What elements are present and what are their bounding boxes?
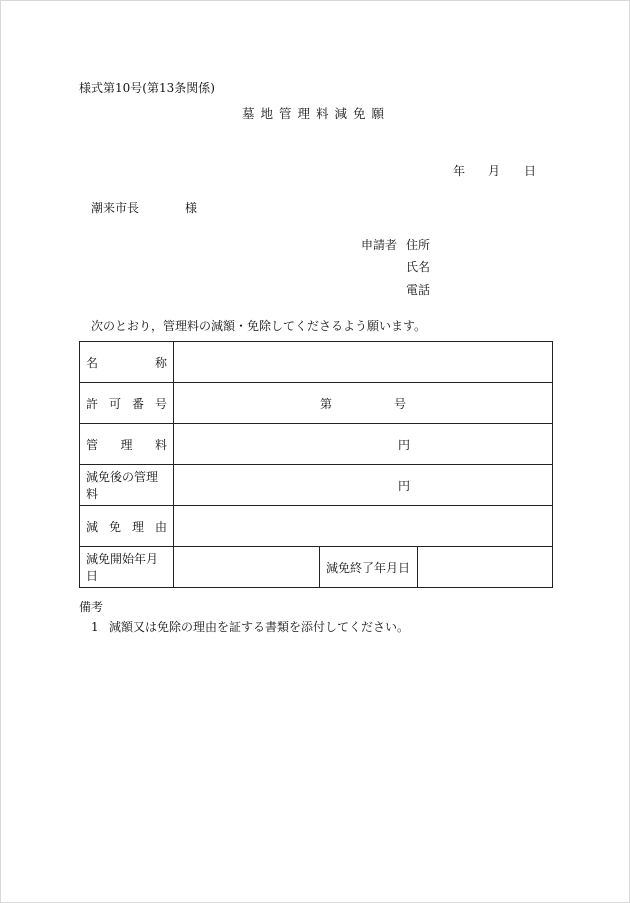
note-text: 減額又は免除の理由を証する書類を添付してください。: [109, 620, 410, 634]
applicant-name-label: 氏名: [406, 260, 431, 274]
permit-value-field[interactable]: [174, 383, 553, 424]
application-table: [79, 341, 553, 588]
date-day-label: 日: [524, 164, 537, 178]
applicant-address-label: 住所: [406, 238, 431, 252]
permit-label: 許 可 番 号: [86, 396, 167, 411]
name-label-cell: [80, 342, 174, 383]
fee-label-cell: 管 理 料: [80, 424, 174, 465]
reason-value-field[interactable]: [174, 506, 553, 547]
table-row-period: [80, 547, 553, 588]
permit-suffix: 号: [394, 396, 407, 411]
applicant-label: 申請者: [361, 238, 398, 252]
document-title: 墓地管理料減免願: [241, 106, 390, 121]
fee-value-field[interactable]: [174, 424, 553, 465]
notes-title: 備考: [79, 600, 104, 614]
request-text: 次のとおり，管理料の減額・免除してくださるよう願います。: [91, 319, 427, 333]
note-number: 1: [91, 620, 99, 634]
start-date-label: 減免開始年月日: [80, 547, 174, 588]
table-row-reason: [80, 506, 553, 547]
reduced-fee-label: 減免後の管理料: [80, 465, 174, 506]
permit-prefix: 第: [319, 396, 332, 411]
end-date-field[interactable]: [418, 547, 553, 588]
addressee-honorific: 様: [185, 201, 198, 215]
permit-label-cell: [80, 383, 174, 424]
table-row-reduced-fee: [80, 465, 553, 506]
name-value-field[interactable]: [174, 342, 553, 383]
start-date-field[interactable]: [174, 547, 320, 588]
reason-label-cell: 減 免 理 由: [80, 506, 174, 547]
name-label-2: 称: [154, 355, 167, 370]
table-row-permit: [80, 383, 553, 424]
reduced-fee-unit: 円: [398, 478, 411, 493]
name-label-1: 名: [86, 355, 99, 370]
date-year-label: 年: [453, 164, 466, 178]
applicant-phone-label: 電話: [406, 283, 431, 297]
fee-unit: 円: [398, 437, 411, 452]
table-row-name: [80, 342, 553, 383]
form-number: 様式第10号(第13条関係): [79, 81, 215, 95]
end-date-label: 減免終了年月日: [320, 547, 418, 588]
note-item: [91, 620, 409, 634]
reduced-fee-value-field[interactable]: [174, 465, 553, 506]
table-row-fee: [80, 424, 553, 465]
addressee-name: 潮来市長: [91, 201, 140, 215]
date-month-label: 月: [488, 164, 501, 178]
